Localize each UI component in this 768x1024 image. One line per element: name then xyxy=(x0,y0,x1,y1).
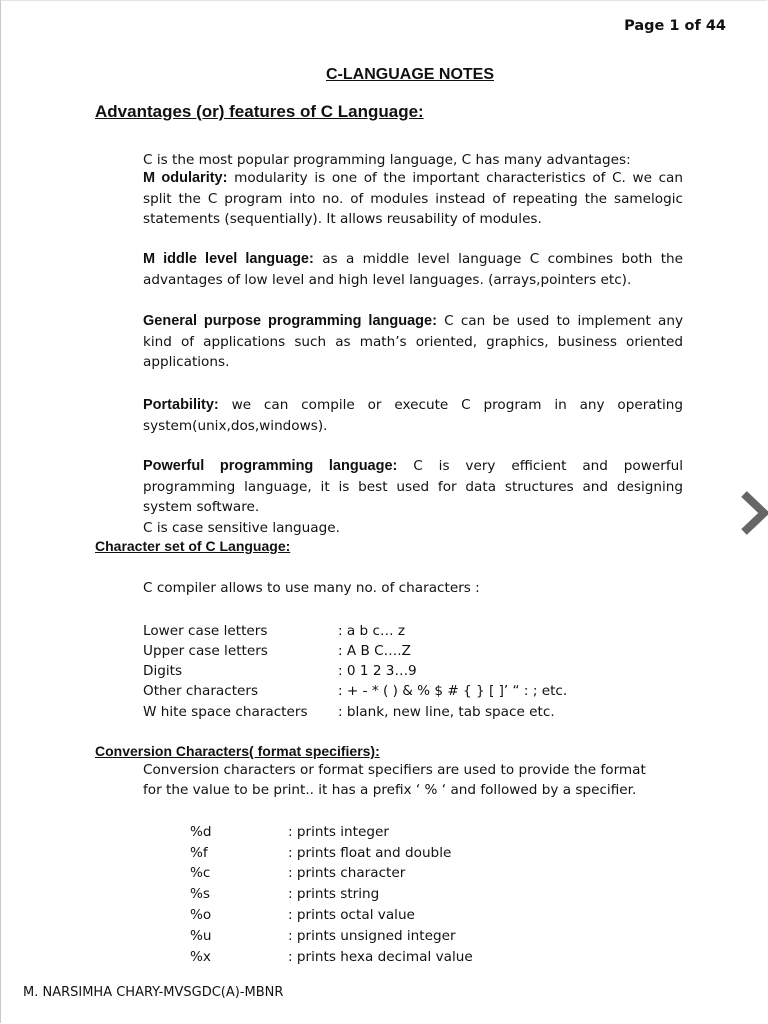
general-purpose-term: General purpose programming language: xyxy=(143,313,437,329)
format-specifier: %f xyxy=(190,845,208,861)
charset-value: : a b c… z xyxy=(338,623,406,639)
charset-value: : + - * ( ) & % $ # { } [ ]’ “ : ; etc. xyxy=(338,683,568,699)
conversion-heading: Conversion Characters( format specifiers): xyxy=(95,743,380,759)
modularity-term: M odularity: xyxy=(143,170,228,186)
format-description: : prints string xyxy=(288,886,380,902)
format-specifier: %u xyxy=(190,928,212,944)
charset-intro: C compiler allows to use many no. of characters : xyxy=(143,580,480,596)
portability-term: Portability: xyxy=(143,397,219,413)
case-sensitive-line: C is case sensitive language. xyxy=(143,520,340,536)
portability-text: we can compile or execute C program in any operating system(unix,dos,windows). xyxy=(143,397,683,434)
doc-title: C-LANGUAGE NOTES xyxy=(326,66,494,83)
charset-label: Lower case letters xyxy=(143,623,268,639)
portability-paragraph xyxy=(143,395,683,436)
charset-value: : 0 1 2 3…9 xyxy=(338,663,417,679)
general-purpose-paragraph xyxy=(143,311,683,373)
format-description: : prints unsigned integer xyxy=(288,928,456,944)
middle-level-text: as a middle level language C combines both the advantages of low level and high level languages. (arrays,pointers etc). xyxy=(143,251,684,288)
middle-level-term: M iddle level language: xyxy=(143,251,314,267)
conversion-intro-line-1: Conversion characters or format specifiers are used to provide the format xyxy=(143,762,646,778)
middle-level-paragraph xyxy=(143,249,683,290)
format-description: : prints hexa decimal value xyxy=(288,949,473,965)
format-description: : prints float and double xyxy=(288,845,452,861)
format-specifier: %d xyxy=(190,824,212,840)
charset-heading: Character set of C Language: xyxy=(95,538,291,554)
advantages-heading: Advantages (or) features of C Language: xyxy=(95,102,424,121)
powerful-text: C is very efficient and powerful programming language, it is best used for data structures and designing system software. xyxy=(143,458,683,515)
format-specifier: %x xyxy=(190,949,211,965)
general-purpose-text: C can be used to implement any kind of applications such as math’s oriented, graphics, business oriented applications. xyxy=(143,313,683,370)
format-specifier: %o xyxy=(190,907,212,923)
next-page-button[interactable] xyxy=(738,488,768,538)
powerful-term: Powerful programming language: xyxy=(143,458,398,474)
charset-label: W hite space characters xyxy=(143,704,308,720)
modularity-text: modularity is one of the important characteristics of C. we can split the C program into no. of modules instead of repeating the samelogic statements (sequentially). It allows reusability of modules. xyxy=(143,170,684,227)
charset-value: : blank, new line, tab space etc. xyxy=(338,704,555,720)
chevron-right-icon xyxy=(738,488,768,538)
charset-label: Digits xyxy=(143,663,183,679)
format-description: : prints character xyxy=(288,865,406,881)
format-description: : prints octal value xyxy=(288,907,415,923)
charset-label: Other characters xyxy=(143,683,259,699)
conversion-intro-line-2: for the value to be print.. it has a prefix ‘ % ‘ and followed by a specifier. xyxy=(143,782,637,798)
format-description: : prints integer xyxy=(288,824,389,840)
charset-value: : A B C….Z xyxy=(338,643,411,659)
advantages-intro: C is the most popular programming language, C has many advantages: xyxy=(143,152,631,168)
modularity-paragraph xyxy=(143,168,683,230)
powerful-paragraph xyxy=(143,456,683,518)
format-specifier: %c xyxy=(190,865,211,881)
page-indicator: Page 1 of 44 xyxy=(624,18,726,34)
charset-label: Upper case letters xyxy=(143,643,268,659)
format-specifier: %s xyxy=(190,886,210,902)
page-footer: M. NARSIMHA CHARY-MVSGDC(A)-MBNR xyxy=(23,985,284,1000)
